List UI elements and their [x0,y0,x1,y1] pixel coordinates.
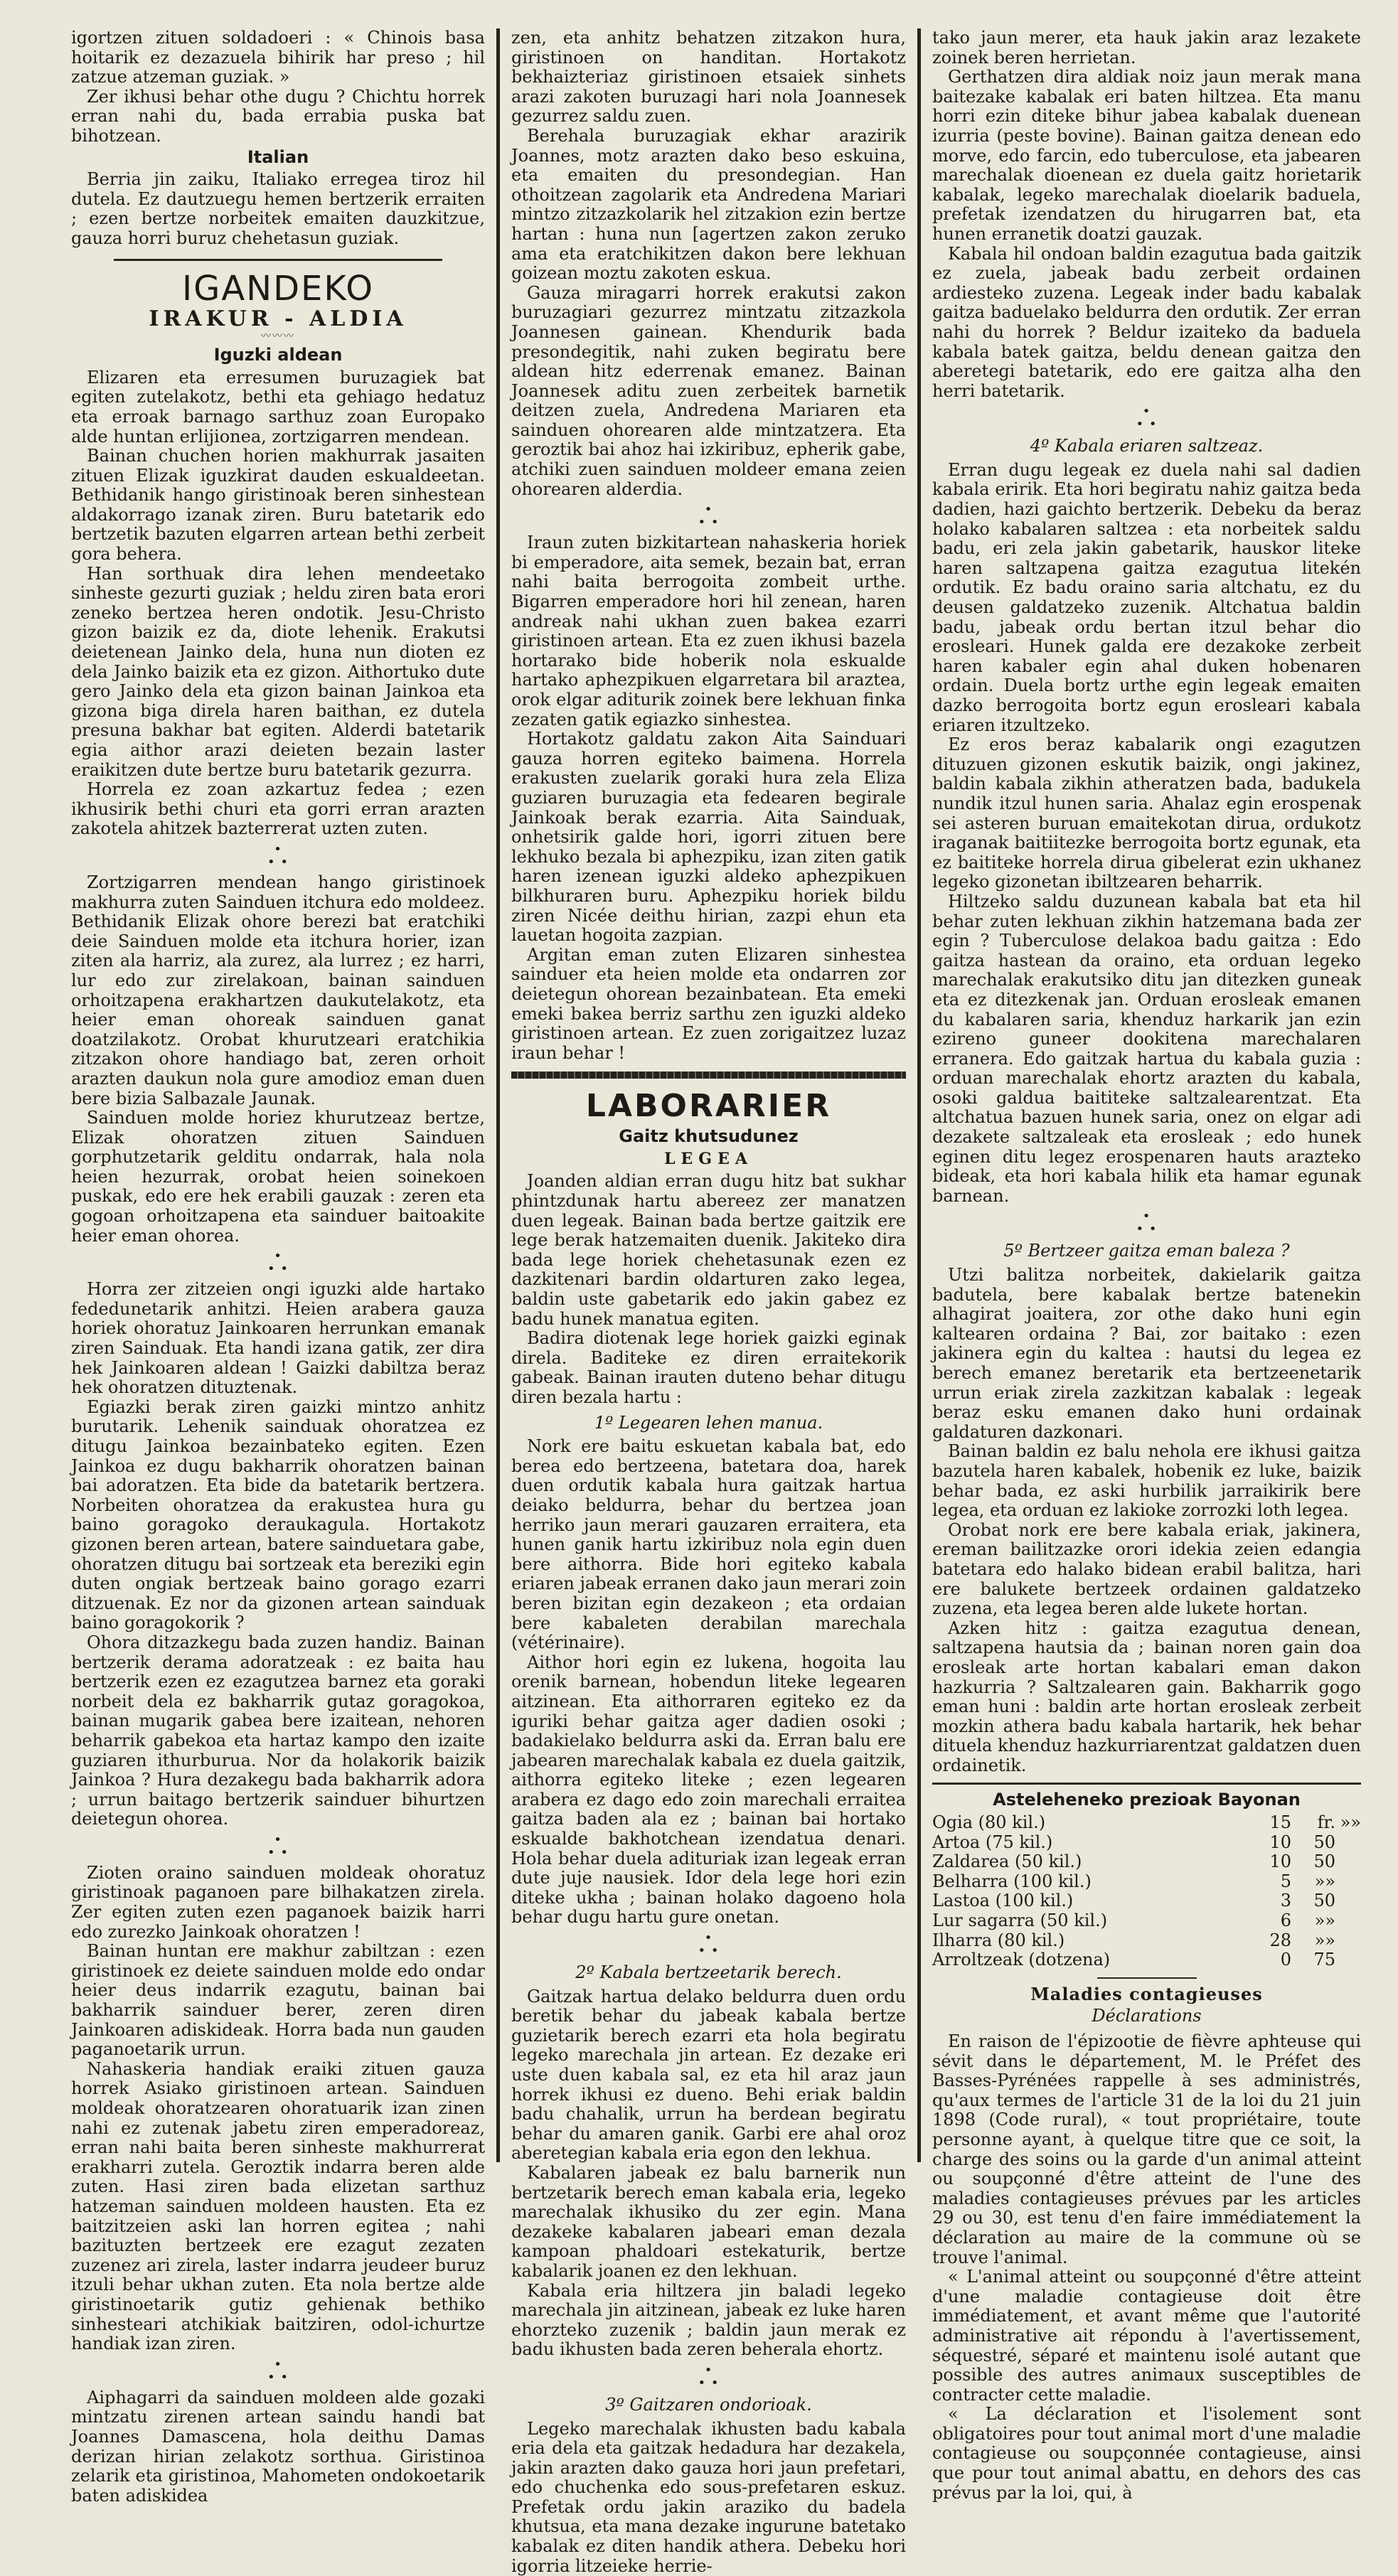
paragraph: Badira diotenak lege horiek gaizki eginak direla. Baditeke ez diren erraitekorik gabeak. Bainan irauten duteno behar ditugu diren bezala hartu : [511,1329,906,1407]
paragraph: Legeko marechalak ikhusten badu kabala eria dela eta gaitzak hedadura har dezakela, jakin arazten dako gauza hori jaun prefetari, edo chuchenka edo sous-prefetaren eskuz. Prefetak ordu jakin araziko du badela khutsua, eta mana dezake ingurune batetako kabalak ez diten handik athera. Debeku hori igorria litzeieke herrie- [511,2420,906,2576]
price-label: Ilharra (80 kil.) [932,1931,1249,1951]
paragraph: Bainan chuchen horien makhurrak jasaiten zituen Elizak iguzkirat dauden eskualdeetan. Bethidanik hango giristinoak beren sinhestean aldakorrago izanak ziren. Buru batetarik edo bertzetik bazuten elgarren artean bethi zerbeit gora behera. [71,447,485,565]
section-heading-italian: Italian [71,148,485,168]
price-label: Arroltzeak (dotzena) [932,1950,1249,1970]
paragraph: Zer ikhusi behar othe dugu ? Chichtu horrek erran nahi du, bada errabia puska bat bihotzean. [71,87,485,146]
paragraph: Bainan huntan ere makhur zabiltzan : ezen giristinoek ez deiete sainduen molde edo ondar heier deus indarrik ezagutu, bainan bai bakharrik sainduer berer, zeren diren Jainkoaren adiskideak. Horra bada nun gauden paganoetarik urrun. [71,1942,485,2060]
price-value: 15 [1249,1813,1291,1833]
section-subtitle: Déclarations [932,2006,1361,2026]
price-cents: »» [1291,1911,1335,1931]
price-label: Belharra (100 kil.) [932,1872,1249,1892]
section-heading: 1º Legearen lehen manua. [511,1413,906,1433]
paragraph: En raison de l'épizootie de fièvre aphteuse qui sévit dans le département, M. le Préfet des Basses-Pyrénées rappelle à ses administrés, qu'aux termes de l'article 31 de la loi du 21 juin 1898 (Code rural), « tout propriétaire, toute personne ayant, à quelque titre que ce soit, la charge des soins ou la garde d'un animal atteint ou soupçonné d'être atteint de l'une des maladies contagieuses prévues par les articles 29 ou 30, est tenu d'en faire immédiatement la déclaration au maire de la commune où se trouve l'animal. [932,2032,1361,2267]
price-cents: »» [1291,1872,1335,1892]
paragraph: Ez eros beraz kabalarik ongi ezagutzen dituzuen gizonen eskutik baizik, ongi jakinez, baldin kabala zikhin atheratzen bada, badukela nundik itzul hunen saria. Ahalaz egin erospenak sei asteren buruan emaitekotan dirua, ordukotz iraganak baitiitezke berrogoita bortz egunak, eta ez baititeke horrela dirua gibelerat ezin ukhanez legeko gizonetan ibiltzearen beharrik. [932,735,1361,892]
paragraph: Iraun zuten bizkitartean nahaskeria horiek bi emperadore, aita semek, bezain bat, erran nahi baita berrogoita zombeit urthe. Bigarren emperadore hori hil zenean, haren andreak nahi ukhan zuen bakea ezarri giristinoen artean. Eta ez zuen ikhusi bazela hortarako bide hoberik nola eskualde hartako aphezpikuen elgarretara bil araztea, orok elgar aditurik zoinek bere lekhuan finka zezaten gatik egiazko sinhestea. [511,533,906,729]
paragraph: Joanden aldian erran dugu hitz bat sukhar phintzdunak hartu abereez zer manatzen duen legeak. Bainan bada bertze gaitzik ere lege berak hatzemaiten duenik. Jakiteko dira bada lege horiek chehetasunak ezen ez dazkitenari bardin oldarturen zako legea, baldin uste gabetarik edo jakin gabez ez badu hunek manatua egiten. [511,1172,906,1329]
article-title-igandeko: IGANDEKO [71,269,485,308]
paragraph: Utzi balitza norbeitek, dakielarik gaitza badutela, bere kabalak bertze batenekin alhagirat joaitera, zor othe dako huni egin kaltearen ordaina ? Bai, zor baitako : ezen jakinera egin du kaltea : hautsi du legea ez berech emanez beretarik eta bertzeenetarik urrun eriak zirela zazkitzan kabalak : legeak beraz esku emanen dako huni ordainak galdaturen dazkonari. [932,1266,1361,1442]
paragraph: Erran dugu legeak ez duela nahi sal dadien kabala eririk. Eta hori begiratu nahiz gaitza beda dadien, hazi gaichto bertzerik. Debeku da beraz holako kabalaren saltzea : eta norbeitek saldu badu, eri zela jakin gabetarik, hauskor liteke haren saltzapena gaitza ezagutua litekén ordutik. Ez badu oraino saria altchatu, ez du deusen galdatzeko zuzenik. Altchatua baldin badu, jabeak ordu bertan itzul behar dio erosleari. Hunek galda ere dezakoke zerbeit haren kabaler egin ahal duken hobenaren ordain. Duela bortz urthe egin legeak emaiten dazko berrogoita bortz egun erosleari kabala eriaren itzultzeko. [932,461,1361,735]
price-value: 10 [1249,1833,1291,1853]
price-row [932,1891,1361,1911]
price-cents: 50 [1291,1891,1335,1911]
price-row [932,1852,1361,1872]
price-value: 5 [1249,1872,1291,1892]
paragraph: Aiphagarri da sainduen moldeen alde gozaki mintzatu zirenen artean saindu handi bat Joannes Damascena, hola deithu Damas derizan hirian zelakotz sorthua. Giristinoa zelarik eta giristinoa, Mahometen ondokoetarik baten adiskidea [71,2388,485,2506]
paragraph: « La déclaration et l'isolement sont obligatoires pour tout animal mort d'une maladie contagieuse ou soupçonnée contagieuse, ainsi que pour tout animal abattu, en dehors des cas prévus par la loi, qui, à [932,2405,1361,2503]
asterism: • • • [71,1834,485,1859]
price-cents: 75 [1291,1950,1335,1970]
paragraph: Azken hitz : gaitza ezagutua denean, saltzapena hautsia da ; bainan noren gain doa erosleak arte hortan kabalari eman dakon hazkurria ? Saltzalearen gain. Bakharrik gogo eman huni : baldin arte hortan erosleak zerbeit mozkin athera badu kabala hartarik, hek behar dituela khenduz hazkurriarentzat galdatzen duen ordainetik. [932,1619,1361,1776]
article-subtitle: Gaitz khutsudunez [511,1127,906,1147]
paragraph: Kabala hil ondoan baldin ezagutua bada gaitzik ez zuela, jabeak badu zerbeit ordainen ardiesteko zuzena. Legeak inder badu kabalak gaitza baduelako beldurra den ordutik. Zer erran nahi du horrek ? Beldur izaiteko da baduela kabala batek gaitza, beldu denean gaitza den aberetegi batetarik, edo ere gaitza alha den herri batetarik. [932,245,1361,402]
paragraph: Ohora ditzazkegu bada zuzen handiz. Bainan bertzerik derama adoratzeak : ez baita hau bertzerik ezen ez ezagutzea barnez eta goraki norbeit dela ez bakharrik gutaz goragokoa, bainan mugarik gabea bere izaitean, nehoren beharrik gabekoa eta hartaz kampo den izaite guziaren ithurburua. Nor da holakorik baizik Jainkoa ? Hura dezakegu bada bakharrik adora ; urrun baitago bertzerik sainduer bihurtzen deietegun ohorea. [71,1633,485,1829]
section-heading: 5º Bertzeer gaitza eman baleza ? [932,1241,1361,1261]
paragraph: Zioten oraino sainduen moldeak ohoratuz giristinoak paganoen pare bilhakatzen zirela. Zer egiten zuten ezen paganoek baizik harri edo zurezko Jainkoak ohoratzen ! [71,1864,485,1942]
price-list-title: Asteleheneko prezioak Bayonan [932,1790,1361,1810]
asterism: • • • [511,503,906,529]
paragraph: Horra zer zitzeien ongi iguzki alde hartako fededunetarik anhitzi. Heien arabera gauza horiek ohoratuz Jainkoaren herrunkan emanak ziren Sainduak. Eta handi izana gatik, zer dira hek Jainkoaren aldean ! Gaizki dabiltza beraz hek ohoratzen dituztenak. [71,1280,485,1398]
asterism: • • • [71,2358,485,2384]
paragraph: Kabala eria hiltzera jin baladi legeko marechala jin aitzinean, jabeak ez luke haren ehorzteko zuzenik ; baldin jaun merak ez badu ikhusten bada zeren beherala ehortz. [511,2282,906,2360]
paragraph: Gauza miragarri horrek erakutsi zakon buruzagiari gezurrez mintzatu zitzazkola Joannesen gainean. Khendurik bada presondegitik, nahi zuken begiratu bere aldean hitz ederrenak emanez. Bainan Joannesek aditu zuen zerbeitek barnetik deitzen zuela, Andredena Mariaren eta sainduen ohorearen alde mintzatzera. Eta geroztik bai ahoz hai izkiribuz, epherik gabe, atchiki zuen sainduen moldeer emana zeien ohorearen alderdia. [511,284,906,500]
price-list [932,1813,1361,1970]
price-row [932,1931,1361,1951]
paragraph: Aithor hori egin ez lukena, hogoita lau orenik barnean, hobendun liteke legearen aitzinean. Eta aithorraren egiteko ez da iguriki behar gaitza ager dadien osoki ; badakielako beldurra aski da. Erran balu ere jabearen marechalak kabala ez duela gaitzik, aithorra egiteko liteke ; ezen legearen arabera ez dago edo zoin marechali erraitea gaitza baden ala ez ; bainan bai hortako eskualde bakhotchean izendatua denari. Hola behar duela adituriak izan legeak erran dute juje nausiek. Idor dela lege hori ezin diteke ukha ; bainan holako dagoeno hola behar dugu hartu gure onetan. [511,1653,906,1928]
asterism: • • • [71,1250,485,1276]
asterism: • • • [71,843,485,869]
price-label: Zaldarea (50 kil.) [932,1852,1249,1872]
paragraph: igortzen zituen soldadoeri : « Chinois basa hoitarik ez dezazuela bihirik har preso ; hil zatzue atzeman guziak. » [71,28,485,87]
price-label: Artoa (75 kil.) [932,1833,1249,1853]
section-heading: 4º Kabala eriaren saltzeaz. [932,437,1361,456]
price-unit: fr. [1291,1813,1335,1833]
asterism: • • • [511,2364,906,2390]
paragraph: Sainduen molde horiez khurutzeaz bertze, Elizak ohoratzen zituen Sainduen gorphutzetarik gelditu ondarrak, hala nola heien hezurrak, orobat heien soinekoen puskak, edo ere hek erabili gauzak : zeren eta gogoan orhoitzapena eta sainduer baitoakite heier eman ohorea. [71,1108,485,1246]
asterism: • • • [511,1932,906,1957]
paragraph: « L'animal atteint ou soupçonné d'être atteint d'une maladie contagieuse doit être immédiatement, et avant même que l'autorité administrative ait répondu à l'avertissement, séquestré, séparé et maintenu isolé autant que possible des autres animaux susceptibles de contracter cette maladie. [932,2267,1361,2405]
paragraph: Hiltzeko saldu duzunean kabala bat eta hil behar zuten lekhuan zikhin hatzemana bada zer egin ? Tuberculose delakoa badu gaitza : Edo gaitza hastean da oraino, eta orduan legeko marechalak erakutsiko ditu jan ditezken guneak eta ez ditezkenak jan. Orduan erosleak emanen du kabalaren saria, khenduz harkarik jan ezin ezireno guneer dookitena marechalaren erranera. Edo gaitzak hartua du kabala guzia : orduan marechalak ehortz arazten du kabala, osoki galdua baititeke saltzalearentzat. Eta altchatua bazuen hunek saria, onez on elgar adi dezakete saltzaleak eta erosleak ; edo hunek eginen ditu legez erospenaren hauts arazteko bideak, eta hori kabala hilik eta hamar egunak barnean. [932,892,1361,1207]
paragraph: Han sorthuak dira lehen mendeetako sinheste gezurti guziak ; heldu ziren bata erori zeneko bertzea heren ondotik. Jesu-Christo gizon baizik ez da, diote lehenik. Erakutsi deietenean Jainko dela, huna nun dioten ez dela Jainko baizik eta ez gizon. Aithortuko dute gero Jainko dela eta gizon bainan Jainkoa eta gizona biga direla haren baithan, ez dutela presuna bakhar bat egiten. Alderdi batetarik egia aithor arazi deieten bezain laster eraikitzen dute bertze buru batetarik gezurra. [71,565,485,781]
price-row [932,1833,1361,1853]
article-title-irakur-aldia: IRAKUR - ALDIA [71,309,485,329]
paragraph: Argitan eman zuten Elizaren sinhestea sainduer eta heien molde eta ondarren zor deietegun ohorean bezainbatean. Eta emeki emeki bakea berriz sarthu zen iguzki aldeko giristinoen artean. Ez zuen zorigaitzez luzaz iraun behar ! [511,946,906,1064]
section-title-maladies: Maladies contagieuses [932,1984,1361,2004]
price-cents: 50 [1291,1833,1335,1853]
price-cents: 50 [1291,1852,1335,1872]
price-value: 0 [1249,1950,1291,1970]
price-value: 6 [1249,1911,1291,1931]
paragraph: zen, eta anhitz behatzen zitzakon hura, giristinoen on handitan. Hortakotz bekhaizteriaz giristinoen etsaiek sinhets arazi zakoten buruzagi hari nola Joannesek gezurrez saldu zuen. [511,28,906,127]
price-label: Ogia (80 kil.) [932,1813,1249,1833]
paragraph: Orobat nork ere bere kabala eriak, jakinera, ereman bailitzazke orori idekia zeien edangia batetara edo halako bidean erabil balitza, hari ere balukete bertzeek ordainen galdatzeko zuzena, eta legea beren alde lukete hortan. [932,1521,1361,1619]
paragraph: Kabalaren jabeak ez balu barnerik nun bertzetarik berech eman kabala eria, legeko marechalak ikhusiko du zer egin. Mana dezakeke kabalaren jabeari eman dezala kampoan phaldoari estekaturik, bertze kabalarik joanen ez den lekhuan. [511,2164,906,2282]
price-label: Lur sagarra (50 kil.) [932,1911,1249,1931]
divider [114,259,442,261]
asterism: • • • [932,1210,1361,1236]
price-label: Lastoa (100 kil.) [932,1891,1249,1911]
price-value: 10 [1249,1852,1291,1872]
article-title-laborarier: LABORARIER [511,1089,906,1124]
price-row [932,1872,1361,1892]
paragraph: Egiazki berak ziren gaizki mintzo anhitz burutarik. Lehenik sainduak ohoratzea ez ditugu Jainkoa bezainbateko egiten. Ezen Jainkoa ez dugu bakharrik ohoratzen bainan bai adoratzen. Eta bide da batetarik bertzera. Norbeiten ohoratzea da erakustea hura gu baino goragoko deraukagula. Hortakotz gizonen beren artean, batere sainduetara gabe, ohoratzen ditugu bai sortzeak eta bereziki egin duten ongiak bertzeak baino gorago ezarri ditzuenak. Ez nor da gizonen artean sainduak baino goragokorik ? [71,1398,485,1633]
price-row [932,1911,1361,1931]
article-subtitle-legea: LEGEA [511,1150,906,1170]
ornament: 〰〰〰 [71,331,485,341]
divider [511,1071,906,1079]
paragraph: Nahaskeria handiak eraiki zituen gauza horrek Asiako giristinoen artean. Sainduen moldeak ohoratzearen ohoratuarik izan zinen nahi ez zutenak jabetu ziren emperadoreaz, erran nahi baita beren sinheste makhurrerat erakharri zutela. Geroztik indarra beren alde zuten. Hasi ziren bada elizetan sarthuz hatzeman sainduen moldeen hausten. Eta ez baitzitzeien aski lan horren egitea ; nahi bazituzten bertzeek ere ezagut zezaten zuzenez ari zirela, laster indarra jeudeer buruz itzuli behar ukhan zuten. Eta nola bertze alde giristinoetarik gutiz gehienak bethiko sinhesteari atchikiak baitziren, odol-ichurtze handiak izan ziren. [71,2060,485,2354]
column-1 [71,28,496,2162]
price-cents: »» [1291,1931,1335,1951]
paragraph: tako jaun merer, eta hauk jakin araz lezakete zoinek beren herrietan. [932,28,1361,68]
price-value: 28 [1249,1931,1291,1951]
price-row [932,1813,1361,1833]
paragraph: Hortakotz galdatu zakon Aita Sainduari gauza horren egiteko baimena. Horrela erakusten zuelarik goraki hura zela Eliza guziaren buruzagia eta fedearen begirale Jainkoak berak ezarria. Aita Sainduak, onhetsirik galde hori, igorri zituen bere lekhuko bezala bi aphezpiku, izan ziten gatik haren izenean iguzki aldeko aphezpikuen bilkhuraren buru. Aphezpiku horiek bildu ziren Nicée deithu hirian, zazpi ehun eta lauetan hogoita zazpian. [511,729,906,946]
paragraph: Berria jin zaiku, Italiako erregea tiroz hil dutela. Ez dautzuegu hemen bertzerik erraiten ; ezen bertze norbeitek emaiten dauzkitzue, gauza horri buruz chehetasun guziak. [71,170,485,248]
paragraph: Zortzigarren mendean hango giristinoek makhurra zuten Sainduen itchura edo moldeez. Bethidanik Elizak ohore berezi bat eratchiki deie Sainduen molde eta itchura horier, izan ziten ala harriz, ala zurez, ala lurrez ; ez harri, lur edo zur zirelakoan, bainan sainduen orhoitzapena erakhartzen daukutelakotz, eta heier eman ohoreak sainduen ganat doatzilakotz. Orobat khurutzeari eratchikia zitzakon ohore handiago bat, zeren orhoit arazten daukun nola gure amodioz eman duen bere bizia Salbazale Jaunak. [71,873,485,1108]
column-3 [917,28,1361,2162]
divider [932,1783,1361,1785]
paragraph: Gaitzak hartua delako beldurra duen ordu beretik behar du jabeak kabala bertze guzietarik berech ezarri eta hola begiratu legeko marechala jin artean. Ez dezake eri uste duen kabala sal, ez eta hil araz jaun horrek ikhusi ez dueno. Behi eriak baldin badu chahalik, urrun ha berdean begiratu behar du amaren ganik. Garbi ere ahal oroz aberetegian kabala eria egon den lekhua. [511,1987,906,2164]
paragraph: Nork ere baitu eskuetan kabala bat, edo berea edo bertzeena, batetara doa, harek duen ordutik kabala hura gaitzak hartua deiako beldurra, behar du bertzea joan herriko jaun merari gauzaren erraitera, eta hunen ganik hartu izkiribuz nola egin duen bere aithorra. Bide hori egiteko kabala eriaren jabeak erranen dako jaun merari zoin beren bizitan egin dezakeon ; eta ordaian bere kabaleten derabilan marechala (vétérinaire). [511,1437,906,1653]
paragraph: Gerthatzen dira aldiak noiz jaun merak mana baitezake kabalak eri baten hiltzea. Eta manu horri ezin diteke bihur jabea kabalak duenean izurria (peste bovine). Bainan gaitza denean edo morve, edo farcin, edo tuberculose, eta jabearen marechalak dioenean ez duela gaitz horietarik kabalak, legeko marechalak dioelarik baduela, prefetak izendatzen du hirugarren bat, eta hunen erranetik doatzi gauzak. [932,68,1361,244]
asterism: • • • [932,405,1361,431]
price-cents: »» [1335,1813,1361,1833]
column-2 [496,28,917,2162]
paragraph: Horrela ez zoan azkartuz fedea ; ezen ikhusirik bethi churi eta gorri erran arazten zakotela ahitzek bazterrerat uzten zuten. [71,780,485,839]
price-value: 3 [1249,1891,1291,1911]
paragraph: Berehala buruzagiak ekhar arazirik Joannes, motz arazten dako beso eskuina, eta emaiten du presondegian. Han othoitzean zagolarik eta Andredena Mariari mintzo zitzazkolarik hel zitzakion ezin bertze hartan : huna nun [agertzen zakon zeruko ama eta eratchikitzen dakon bere lekhuan goizean moztu zakoten eskua. [511,127,906,284]
divider [1097,1977,1197,1979]
paragraph: Bainan baldin ez balu nehola ere ikhusi gaitza bazutela haren kabalek, hobenik ez luke, baizik behar bada, ez aski hurbilik jarraikirik bere legea, eta orduan ez lakioke zorrozki loth legea. [932,1442,1361,1520]
section-heading: 3º Gaitzaren ondorioak. [511,2395,906,2415]
paragraph: Elizaren eta erresumen buruzagiek bat egiten zutelakotz, bethi eta gehiago hedatuz eta erroak barnago sarthuz zoan Europako alde huntan erlijionea, zortzigarren mendean. [71,368,485,447]
price-row [932,1950,1361,1970]
section-heading: 2º Kabala bertzeetarik berech. [511,1963,906,1983]
article-subtitle: Iguzki aldean [71,346,485,365]
